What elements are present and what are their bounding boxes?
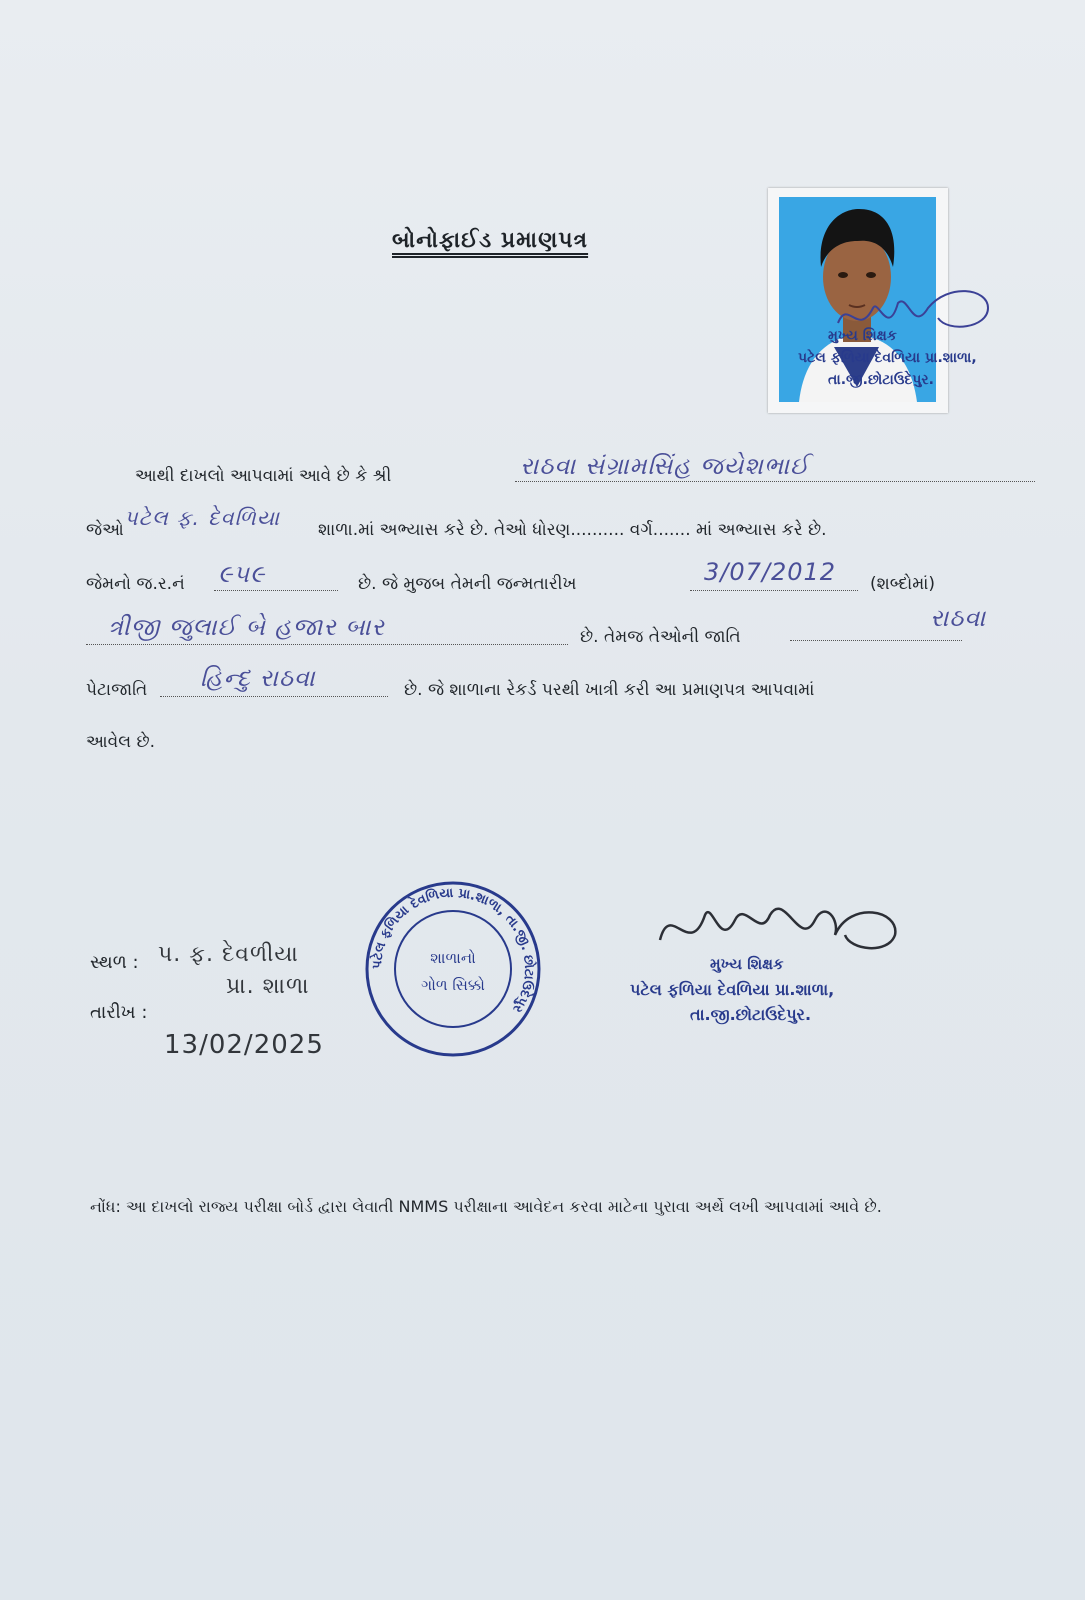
seal-inner-line2: ગોળ સિક્કો bbox=[421, 976, 485, 994]
footer-note: નોંધ: આ દાખલો રાજ્ય પરીક્ષા બોર્ડ દ્વારા લેવાતી NMMS પરીક્ષાના આવેદન કરવા માટેના પુરાવા અર્થે લખી આપવામાં આવે છે. bbox=[90, 1197, 882, 1216]
photo-signature bbox=[818, 278, 1018, 358]
date-of-birth: 3/07/2012 bbox=[704, 558, 837, 586]
seal-outer-text: પટેલ ફળિયા દેવળિયા પ્રા.શાળા, તા.જી. છોટાઉદેપુર bbox=[369, 885, 537, 1016]
place-value-1: પ. ફ. દેવળીયા bbox=[158, 942, 299, 967]
line1-prefix: આથી દાખલો આપવામાં આવે છે કે શ્રી bbox=[135, 466, 392, 486]
photo-stamp-line3: તા.જી.છોટાઉદેપુર. bbox=[828, 372, 934, 388]
line2-prefix: જેઓ bbox=[86, 520, 124, 540]
certificate-title: બોનોફાઈડ પ્રમાણપત્ર bbox=[392, 228, 589, 253]
line6-text: આવેલ છે. bbox=[86, 732, 156, 752]
principal-stamp-line1: મુખ્ય શિક્ષક bbox=[710, 955, 784, 973]
school-round-seal bbox=[362, 878, 544, 1060]
date-value: 13/02/2025 bbox=[164, 1030, 324, 1060]
dob-words-dotted-line bbox=[86, 644, 568, 645]
caste-dotted-line bbox=[790, 640, 962, 641]
subcaste-value: હિન્દુ રાઠવા bbox=[200, 664, 316, 692]
line5-prefix: પેટાજાતિ bbox=[86, 680, 148, 700]
photo-stamp-line2: પટેલ ફળિયા દેવળિયા પ્રા.શાળા, bbox=[798, 350, 977, 366]
reg-dotted-line bbox=[214, 590, 338, 591]
dob-in-words: ત્રીજી જુલાઈ બે હજાર બાર bbox=[108, 613, 385, 641]
name-dotted-line bbox=[515, 481, 1035, 482]
caste-value: રાઠવા bbox=[930, 604, 987, 632]
school-name: પટેલ ફ. દેવળિયા bbox=[124, 506, 281, 530]
line5-text: છે. જે શાળાના રેકર્ડ પરથી ખાત્રી કરી આ પ્રમાણપત્ર આપવામાં bbox=[404, 680, 815, 700]
line4-mid: છે. તેમજ તેઓની જાતિ bbox=[580, 627, 741, 647]
photo-stamp-line1: મુખ્ય શિક્ષક bbox=[828, 328, 897, 344]
registration-number: ૯૫૯ bbox=[218, 560, 266, 588]
student-name: રાઠવા સંગ્રામસિંહ જયેશભાઈ bbox=[520, 452, 810, 480]
place-value-2: પ્રા. શાળા bbox=[226, 974, 310, 999]
line3-mid: છે. જે મુજબ તેમની જન્મતારીખ bbox=[358, 574, 577, 594]
dob-dotted-line bbox=[690, 590, 858, 591]
principal-stamp-line2: પટેલ ફળિયા દેવળિયા પ્રા.શાળા, bbox=[630, 980, 835, 999]
principal-stamp-line3: તા.જી.છોટાઉદેપુર. bbox=[690, 1005, 812, 1024]
line3-prefix: જેમનો જ.ર.નં bbox=[86, 574, 185, 594]
place-label: સ્થળ : bbox=[90, 952, 139, 973]
seal-inner-line1: શાળાનો bbox=[430, 949, 476, 967]
subcaste-dotted-line bbox=[160, 696, 388, 697]
date-label: તારીખ : bbox=[90, 1002, 148, 1023]
line3-suffix: (શબ્દોમાં) bbox=[870, 574, 936, 594]
line2-text: શાળા.માં અભ્યાસ કરે છે. તેઓ ધોરણ.......... વર્ગ....... માં અભ્યાસ કરે છે. bbox=[318, 520, 827, 540]
student-photo bbox=[768, 188, 977, 413]
